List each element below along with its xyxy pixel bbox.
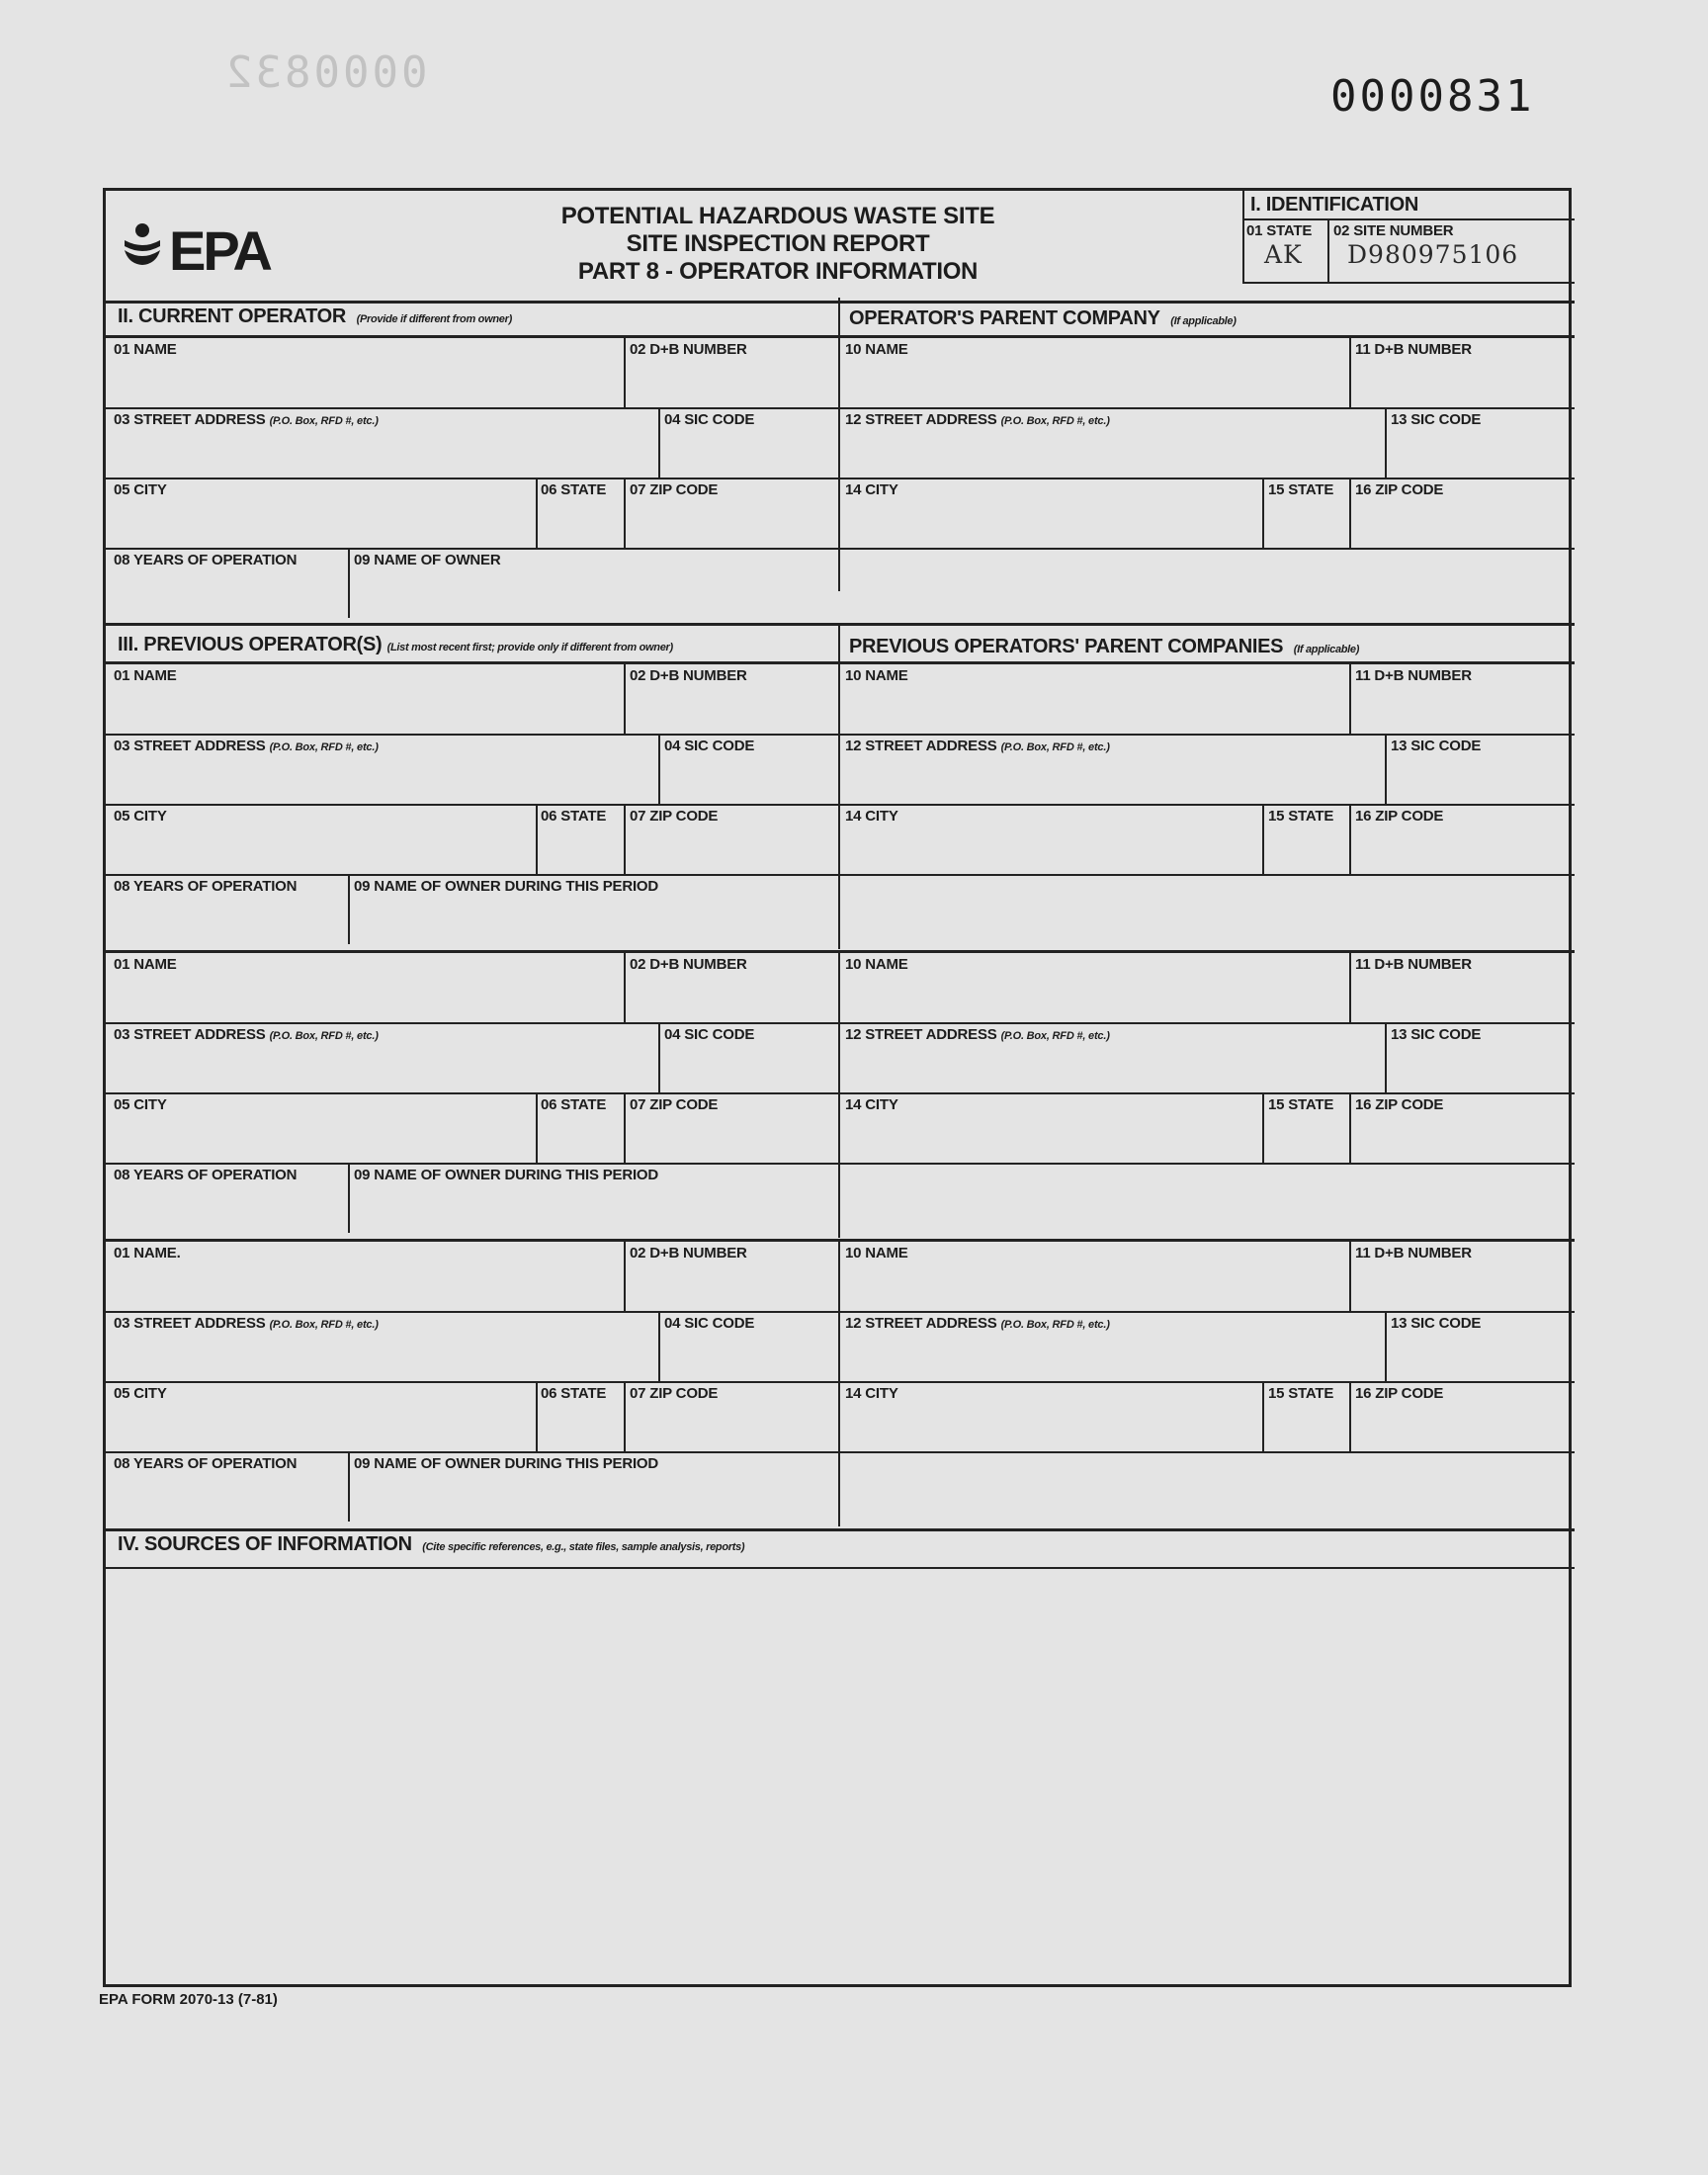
block-2-state-label: 06 STATE <box>541 808 607 825</box>
block-4-parent-city-label: 14 CITY <box>845 1385 898 1402</box>
block-2-parent-zip-label: 16 ZIP CODE <box>1355 808 1444 825</box>
block-3-parent-db-number-label: 11 D+B NUMBER <box>1355 956 1472 973</box>
block-3-zip-label: 07 ZIP CODE <box>630 1096 719 1113</box>
epa-flower-icon <box>122 220 163 266</box>
block-1-state-label: 06 STATE <box>541 481 607 498</box>
block-4-owner-label: 09 NAME OF OWNER DURING THIS PERIOD <box>354 1455 659 1472</box>
block-2-city-label: 05 CITY <box>114 808 167 825</box>
form-frame <box>103 188 1572 1987</box>
block-1-city-label: 05 CITY <box>114 481 167 498</box>
current-operator-heading: II. CURRENT OPERATOR (Provide if different from owner) <box>118 305 512 327</box>
block-2-zip-label: 07 ZIP CODE <box>630 808 719 825</box>
block-4-parent-street-label: 12 STREET ADDRESS (P.O. Box, RFD #, etc.) <box>845 1315 1110 1332</box>
block-1-parent-name-label: 10 NAME <box>845 341 908 358</box>
block-1-years-label: 08 YEARS OF OPERATION <box>114 552 298 568</box>
block-1-parent-sic-label: 13 SIC CODE <box>1391 411 1482 428</box>
identification-heading: I. IDENTIFICATION <box>1250 194 1419 216</box>
block-2-street-label: 03 STREET ADDRESS (P.O. Box, RFD #, etc.) <box>114 738 379 754</box>
parent-company-heading: OPERATOR'S PARENT COMPANY (If applicable) <box>849 307 1237 329</box>
block-1-parent-city-label: 14 CITY <box>845 481 898 498</box>
block-4-sic-label: 04 SIC CODE <box>664 1315 755 1332</box>
site-number-value[interactable]: D980975106 <box>1347 240 1519 269</box>
block-3-street-label: 03 STREET ADDRESS (P.O. Box, RFD #, etc.) <box>114 1026 379 1043</box>
block-3-name-label: 01 NAME <box>114 956 177 973</box>
block-2-parent-sic-label: 13 SIC CODE <box>1391 738 1482 754</box>
block-4-state-label: 06 STATE <box>541 1385 607 1402</box>
block-3-parent-state-label: 15 STATE <box>1268 1096 1334 1113</box>
block-4-name-label: 01 NAME. <box>114 1245 181 1262</box>
block-2-parent-state-label: 15 STATE <box>1268 808 1334 825</box>
block-2-db-number-label: 02 D+B NUMBER <box>630 667 747 684</box>
block-1-db-number-label: 02 D+B NUMBER <box>630 341 747 358</box>
block-2-sic-label: 04 SIC CODE <box>664 738 755 754</box>
block-4-years-label: 08 YEARS OF OPERATION <box>114 1455 298 1472</box>
block-1-parent-zip-label: 16 ZIP CODE <box>1355 481 1444 498</box>
block-2-parent-db-number-label: 11 D+B NUMBER <box>1355 667 1472 684</box>
state-label: 01 STATE <box>1246 222 1313 239</box>
block-3-years-label: 08 YEARS OF OPERATION <box>114 1167 298 1183</box>
block-1-parent-state-label: 15 STATE <box>1268 481 1334 498</box>
block-2-parent-street-label: 12 STREET ADDRESS (P.O. Box, RFD #, etc.) <box>845 738 1110 754</box>
site-number-label: 02 SITE NUMBER <box>1333 222 1454 239</box>
block-3-parent-name-label: 10 NAME <box>845 956 908 973</box>
epa-logo-text: EPA <box>169 219 270 282</box>
block-3-state-label: 06 STATE <box>541 1096 607 1113</box>
previous-parents-heading: PREVIOUS OPERATORS' PARENT COMPANIES (If applicable) <box>849 636 1360 657</box>
block-3-sic-label: 04 SIC CODE <box>664 1026 755 1043</box>
block-1-zip-label: 07 ZIP CODE <box>630 481 719 498</box>
block-4-parent-state-label: 15 STATE <box>1268 1385 1334 1402</box>
block-4-db-number-label: 02 D+B NUMBER <box>630 1245 747 1262</box>
block-3-parent-sic-label: 13 SIC CODE <box>1391 1026 1482 1043</box>
block-3-parent-city-label: 14 CITY <box>845 1096 898 1113</box>
block-1-sic-label: 04 SIC CODE <box>664 411 755 428</box>
block-3-db-number-label: 02 D+B NUMBER <box>630 956 747 973</box>
form-title-line-1: POTENTIAL HAZARDOUS WASTE SITE <box>560 203 995 229</box>
previous-operators-heading: III. PREVIOUS OPERATOR(S) (List most recent first; provide only if different from owner) <box>118 634 673 655</box>
block-1-parent-street-label: 12 STREET ADDRESS (P.O. Box, RFD #, etc.) <box>845 411 1110 428</box>
block-3-parent-zip-label: 16 ZIP CODE <box>1355 1096 1444 1113</box>
block-4-parent-sic-label: 13 SIC CODE <box>1391 1315 1482 1332</box>
block-3-city-label: 05 CITY <box>114 1096 167 1113</box>
block-4-parent-name-label: 10 NAME <box>845 1245 908 1262</box>
block-4-parent-zip-label: 16 ZIP CODE <box>1355 1385 1444 1402</box>
block-4-city-label: 05 CITY <box>114 1385 167 1402</box>
block-2-parent-name-label: 10 NAME <box>845 667 908 684</box>
block-3-owner-label: 09 NAME OF OWNER DURING THIS PERIOD <box>354 1167 659 1183</box>
form-number-footer: EPA FORM 2070-13 (7-81) <box>99 1991 278 2008</box>
block-1-parent-db-number-label: 11 D+B NUMBER <box>1355 341 1472 358</box>
block-1-name-label: 01 NAME <box>114 341 177 358</box>
sources-heading: IV. SOURCES OF INFORMATION (Cite specific references, e.g., state files, sample analysis, reports) <box>118 1533 745 1555</box>
block-2-years-label: 08 YEARS OF OPERATION <box>114 878 298 895</box>
form-title-line-3: PART 8 - OPERATOR INFORMATION <box>577 258 979 285</box>
block-2-owner-label: 09 NAME OF OWNER DURING THIS PERIOD <box>354 878 659 895</box>
block-1-owner-label: 09 NAME OF OWNER <box>354 552 501 568</box>
block-1-street-label: 03 STREET ADDRESS (P.O. Box, RFD #, etc.) <box>114 411 379 428</box>
state-value[interactable]: AK <box>1264 240 1303 269</box>
document-number: 0000831 <box>1330 71 1535 122</box>
block-4-zip-label: 07 ZIP CODE <box>630 1385 719 1402</box>
epa-logo <box>122 218 299 288</box>
block-4-street-label: 03 STREET ADDRESS (P.O. Box, RFD #, etc.) <box>114 1315 379 1332</box>
block-3-parent-street-label: 12 STREET ADDRESS (P.O. Box, RFD #, etc.) <box>845 1026 1110 1043</box>
sources-text-area[interactable] <box>106 1569 1569 1984</box>
block-2-name-label: 01 NAME <box>114 667 177 684</box>
block-2-parent-city-label: 14 CITY <box>845 808 898 825</box>
ghost-document-number: 0000832 <box>223 47 428 98</box>
block-4-parent-db-number-label: 11 D+B NUMBER <box>1355 1245 1472 1262</box>
form-title-line-2: SITE INSPECTION REPORT <box>626 230 930 257</box>
